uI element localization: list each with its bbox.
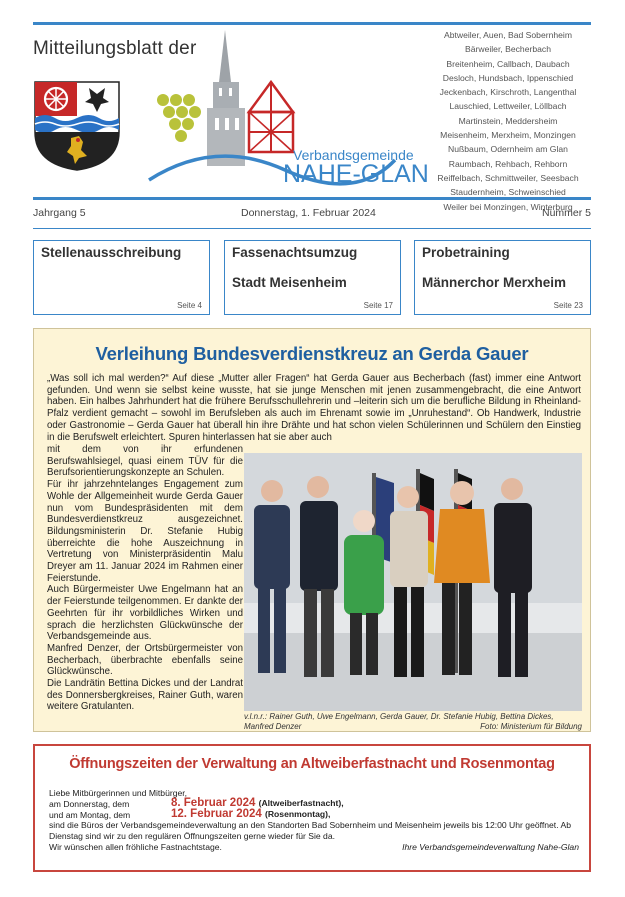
place-line: Weiler bei Monzingen, Winterburg: [443, 201, 573, 212]
article-paragraph: mit dem von ihr erfundenen Berufswahlsiegel, quasi einem TÜV für die Berufsorientierungskonzepte an Schulen.: [47, 444, 243, 479]
hours-note: (Rosenmontag),: [264, 808, 331, 819]
place-line: Raumbach, Rehbach, Rehborn: [448, 158, 568, 169]
photo-credit: Foto: Ministerium für Bildung: [480, 721, 582, 731]
issue-date: Donnerstag, 1. Februar 2024: [241, 207, 376, 219]
place-line: Nußbaum, Odernheim am Glan: [448, 144, 568, 155]
hours-date-monday: 12. Februar 2024 (Rosenmontag),: [171, 807, 331, 820]
photo-caption: [244, 712, 582, 731]
opening-hours-box: [33, 744, 591, 872]
article-paragraph: Auch Bürgermeister Uwe Engelmann hat an der Feierstunde teilgenommen. Er dankte der Geehrten für ihr vorbildliches Wirken und sprach die herzlichsten Glückwünsche der Verbandsgemeinde aus.: [47, 584, 243, 643]
teaser-page: Seite 23: [553, 301, 583, 310]
teaser-page: Seite 17: [363, 301, 393, 310]
hours-note: (Altweiberfastnacht),: [258, 797, 344, 808]
place-line: Breitenheim, Callbach, Daubach: [446, 58, 570, 69]
member-places-list: [422, 28, 594, 214]
article-title: Verleihung Bundesverdienstkreuz an Gerda Gauer: [95, 343, 529, 364]
place-line: Desloch, Hundsbach, Ippenschied: [442, 72, 574, 83]
article-paragraph: Die Landrätin Bettina Dickes und der Landrat des Donnersbergkreises, Rainer Guth, waren weitere Gratulanten.: [47, 678, 243, 713]
opening-hours-title: Öffnungszeiten der Verwaltung an Altweiberfastnacht und Rosenmontag: [69, 756, 555, 772]
teaser-title: Stellenausschreibung: [41, 245, 182, 260]
place-line: Martinstein, Meddersheim: [458, 115, 558, 126]
teaser-subtitle: Männerchor Merxheim: [422, 275, 567, 290]
issue-info-bar: [33, 207, 591, 223]
award-photo: [244, 453, 582, 711]
caption-names: v.l.n.r.: Rainer Guth, Uwe Engelmann, Gerda Gauer, Dr. Stefanie Hubig, Bettina Dickes,: [244, 712, 554, 721]
article-column: [47, 444, 243, 713]
place-line: Bärweiler, Becherbach: [465, 44, 551, 55]
hours-row-monday: [49, 807, 579, 821]
caption-names-cont: Manfred Denzer: [244, 721, 302, 731]
info-rule-top: [33, 197, 591, 200]
hours-closing: Wir wünschen allen fröhliche Fastnachtstage.: [49, 841, 222, 852]
issue-year: Jahrgang 5: [33, 207, 86, 219]
teaser-page: Seite 4: [177, 301, 202, 310]
hours-date-thursday: 8. Februar 2024 (Altweiberfastnacht),: [171, 796, 344, 809]
teaser-stellenausschreibung[interactable]: [33, 240, 210, 315]
article-paragraph: Für ihr jahrzehntelanges Engagement zum Wohle der Allgemeinheit wurde Gerda Gauer nun vom Bundespräsidenten mit dem Bundesverdienstkreuz ausgezeichnet. Bildungsministerin Dr. Stefanie Hubig überreichte die hohe Auszeichnung in Vertretung von Ministerpräsidentin Malu Dreyer am 11. Januar 2024 im Rahmen einer Feierstunde.: [47, 479, 243, 584]
hours-row-prefix: am Donnerstag, dem: [49, 798, 130, 809]
main-article: [33, 328, 591, 732]
info-rule-bottom: [33, 228, 591, 229]
hours-greeting: Liebe Mitbürgerinnen und Mitbürger,: [49, 788, 188, 798]
opening-hours-body: [49, 788, 579, 853]
teaser-subtitle: Stadt Meisenheim: [232, 275, 347, 290]
teaser-fassenachtsumzug[interactable]: [224, 240, 401, 315]
hours-signature: Ihre Verbandsgemeindeverwaltung Nahe-Glan: [402, 841, 579, 852]
logo-small-text: Verbandsgemeinde: [293, 147, 414, 163]
hours-row-prefix: und am Montag, dem: [49, 809, 131, 820]
place-line: Jeckenbach, Kirschroth, Langenthal: [439, 87, 577, 98]
masthead-title: Mitteilungsblatt der: [33, 38, 197, 59]
issue-number: Nummer 5: [541, 207, 591, 219]
teaser-title: Fassenachtsumzug: [232, 245, 358, 260]
article-paragraph: Manfred Denzer, der Ortsbürgermeister von Becherbach, überbrachte ebenfalls seine Glückwünsche.: [47, 642, 243, 678]
article-lead: „Was soll ich mal werden?“ Auf diese „Mutter aller Fragen“ hat Gerda Gauer aus Becherbach (fast) immer eine Antwort gefunden. Und wenn sie selbst keine wusste, hat sie junge Menschen mit jenen zusammengebracht, die eine Antwort haben. Ein halbes Jahrhundert hat die frühere Berufsschullehrerin und –leiterin sich um die berufliche Bildung in Rheinland-Pfalz verdient gemacht – sowohl im Berufsleben als auch im Ehrenamt sowie im „Unruhestand“. Ob Handwerk, Industrie oder Gastronomie – Gerda Gauer hat überall hin ihre Drähte und hat schon vielen Schülerinnen und Schülern den Einstieg in die Berufswelt erleichtert. Spuren hinterlassen hat sie aber auch: [47, 373, 581, 443]
place-line: Reiffelbach, Schmittweiler, Seesbach: [437, 172, 579, 183]
place-line: Abtweiler, Auen, Bad Sobernheim: [443, 30, 573, 40]
nahe-glan-logo: [145, 20, 429, 188]
teaser-title: Probetraining: [422, 245, 510, 260]
coat-of-arms-icon: [33, 80, 121, 172]
place-line: Staudernheim, Schweinschied: [450, 187, 566, 198]
logo-big-text: NAHE-GLAN: [283, 160, 429, 188]
place-line: Meisenheim, Merxheim, Monzingen: [440, 130, 576, 141]
hours-text: sind die Büros der Verbandsgemeindeverwaltung an den Standorten Bad Sobernheim und Meisenheim jeweils bis 12:00 Uhr geöffnet. Ab Dienstag sind wir zu den regulären Öffnungszeiten gerne wieder für Sie da.: [49, 820, 572, 842]
teaser-probetraining[interactable]: [414, 240, 591, 315]
place-line: Lauschied, Lettweiler, Löllbach: [449, 101, 567, 112]
